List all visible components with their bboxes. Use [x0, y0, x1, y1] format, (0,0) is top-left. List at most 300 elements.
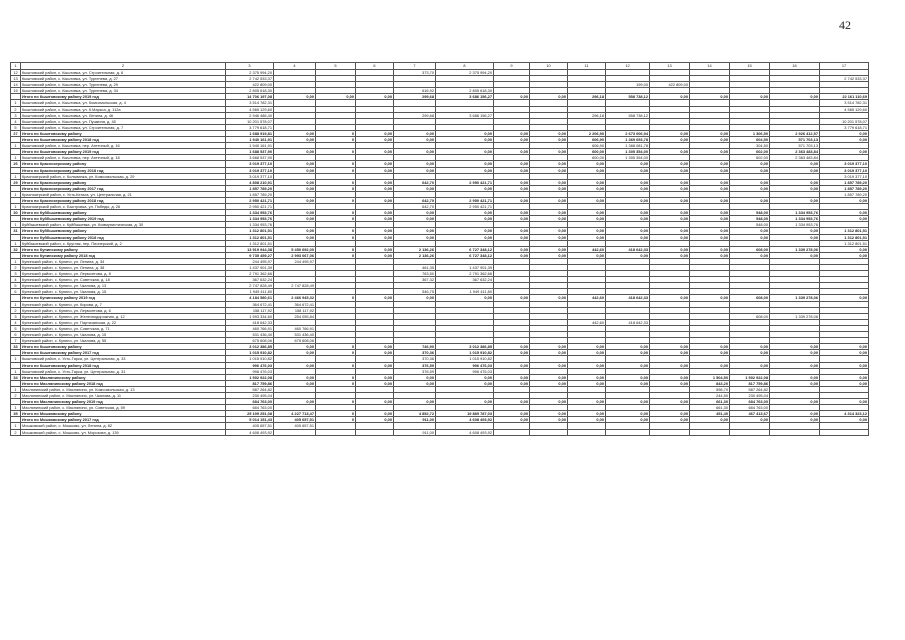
value-cell: 0,00: [820, 210, 869, 216]
value-cell: 0,00: [274, 210, 316, 216]
value-cell: 746,90: [394, 344, 436, 350]
row-index-cell: 1: [11, 222, 21, 228]
address-cell: Купинский район, с. Купино, ул. Советская, д. 71: [21, 325, 226, 331]
value-cell: 2 136,26: [394, 252, 436, 258]
value-cell: 0,00: [494, 246, 530, 252]
value-cell: 0,00: [650, 362, 690, 368]
value-cell: 0,00: [730, 362, 770, 368]
address-cell: Кыштовский район, с. Усть-Тарка, ул. Центральная, д. 31: [21, 368, 226, 374]
value-cell: 0,00: [436, 149, 494, 155]
value-cell: 763,50: [394, 271, 436, 277]
value-cell: 0: [316, 210, 356, 216]
value-cell: 602,00: [730, 149, 770, 155]
value-cell: 0,00: [650, 399, 690, 405]
value-cell: 1 949 411,80: [436, 289, 494, 295]
value-cell: 3 514 782,31: [226, 100, 274, 106]
row-index-cell: 30: [11, 210, 21, 216]
value-cell: 0: [316, 399, 356, 405]
value-cell: 1 312 801,51: [226, 234, 274, 240]
value-cell: 0,00: [356, 179, 394, 185]
value-cell: 0,00: [356, 185, 394, 191]
value-cell: 0,00: [394, 295, 436, 301]
value-cell: [530, 429, 568, 435]
value-cell: 0,00: [436, 380, 494, 386]
value-cell: 0,00: [530, 411, 568, 417]
value-cell: 0,00: [568, 234, 606, 240]
value-cell: 0,00: [690, 417, 730, 423]
value-cell: 0,00: [606, 344, 650, 350]
value-cell: 0,00: [690, 295, 730, 301]
value-cell: 0: [316, 252, 356, 258]
value-cell: 0,00: [494, 350, 530, 356]
value-cell: 0,00: [770, 197, 820, 203]
value-cell: 0,00: [770, 234, 820, 240]
value-cell: 0,00: [690, 167, 730, 173]
value-cell: 422 809,00: [226, 82, 274, 88]
address-cell: Итого по Купинскому району: [21, 246, 226, 252]
column-header: 4: [274, 63, 316, 70]
value-cell: 442,60: [568, 319, 606, 325]
value-cell: 0,00: [770, 228, 820, 234]
value-cell: 296,18: [568, 94, 606, 100]
value-cell: 467 413,67: [730, 411, 770, 417]
value-cell: [730, 429, 770, 435]
value-cell: 1 312 801,51: [820, 234, 869, 240]
value-cell: 0,00: [530, 149, 568, 155]
address-cell: Итого по Мошковскому району: [21, 411, 226, 417]
value-cell: 2 363 483,84: [770, 149, 820, 155]
row-index-cell: 2: [11, 106, 21, 112]
row-index-cell: 2: [11, 307, 21, 313]
page-number: 42: [839, 18, 851, 32]
value-cell: 0,00: [690, 185, 730, 191]
value-cell: 0,00: [730, 179, 770, 185]
value-cell: 0,00: [530, 234, 568, 240]
value-cell: 0,00: [690, 179, 730, 185]
value-cell: 1 339 278,06: [770, 295, 820, 301]
value-cell: 3 012 386,85: [436, 344, 494, 350]
value-cell: 1 334 953,76: [226, 210, 274, 216]
value-cell: 0,00: [820, 216, 869, 222]
address-cell: Кыштовский район, с. Кыштовка, ул. Тургенева, д. 29: [21, 82, 226, 88]
value-cell: 4 852,72: [394, 411, 436, 417]
value-cell: 558 738,12: [606, 112, 650, 118]
value-cell: 0,00: [394, 185, 436, 191]
value-cell: 587 264,82: [226, 386, 274, 392]
value-cell: 2 805 618,30: [436, 88, 494, 94]
address-cell: Итого по Куйбышевскому району: [21, 210, 226, 216]
value-cell: 0,00: [494, 374, 530, 380]
row-index-cell: 12: [11, 70, 21, 76]
value-cell: 1 857 789,20: [820, 191, 869, 197]
row-index-cell: 4: [11, 277, 21, 283]
value-cell: 0,00: [494, 149, 530, 155]
value-cell: 600,00: [568, 149, 606, 155]
value-cell: 0,00: [730, 234, 770, 240]
address-cell: Купинский район, с. Купино, ул. Чкалова, д. 15: [21, 332, 226, 338]
value-cell: 4 565 129,60: [226, 106, 274, 112]
row-index-cell: 1: [11, 301, 21, 307]
value-cell: 1 857 789,20: [820, 185, 869, 191]
row-index-cell: 31: [11, 228, 21, 234]
value-cell: 661,30: [690, 405, 730, 411]
row-index-cell: 1: [11, 423, 21, 429]
value-cell: 0,00: [530, 374, 568, 380]
value-cell: 684 763,00: [226, 405, 274, 411]
value-cell: 0,00: [770, 399, 820, 405]
row-index-cell: 1: [11, 100, 21, 106]
value-cell: 230 495,04: [730, 392, 770, 398]
row-index-cell: 1: [11, 155, 21, 161]
value-cell: 2 950 421,71: [226, 204, 274, 210]
value-cell: 0,00: [606, 179, 650, 185]
value-cell: 0,00: [494, 161, 530, 167]
value-cell: 1 593 334,60: [226, 313, 274, 319]
row-index-cell: 2: [11, 265, 21, 271]
value-cell: 9 735 459,27: [226, 252, 274, 258]
value-cell: 0,00: [606, 210, 650, 216]
value-cell: 0,00: [356, 137, 394, 143]
value-cell: 364 672,41: [274, 301, 316, 307]
address-cell: Итого по Кыштовскому району 2017 год: [21, 350, 226, 356]
value-cell: 0,00: [494, 234, 530, 240]
value-cell: 1 688 919,81: [226, 130, 274, 136]
value-cell: 0,00: [436, 185, 494, 191]
value-cell: 22 161 110,69: [820, 94, 869, 100]
value-cell: 254 055,84: [274, 313, 316, 319]
value-cell: 0,00: [650, 197, 690, 203]
row-index-cell: 1: [11, 204, 21, 210]
value-cell: 0,00: [394, 374, 436, 380]
value-cell: 442,60: [568, 246, 606, 252]
value-cell: 0,00: [606, 228, 650, 234]
value-cell: 0,00: [530, 167, 568, 173]
value-cell: 996 476,03: [226, 362, 274, 368]
address-cell: Мошковский район, с. Мошково, ул. Ленина, д. 82: [21, 423, 226, 429]
value-cell: 1 015 910,82: [226, 350, 274, 356]
value-cell: 1 015 910,82: [436, 350, 494, 356]
value-cell: 4 608 493,92: [436, 429, 494, 435]
value-cell: 461,35: [394, 265, 436, 271]
value-cell: 0,00: [770, 411, 820, 417]
value-cell: 1 312 801,51: [226, 240, 274, 246]
value-cell: 0,00: [690, 94, 730, 100]
value-cell: 0,00: [274, 344, 316, 350]
value-cell: 3 019 377,10: [820, 167, 869, 173]
address-cell: Итого по Кыштовскому району 2018 год: [21, 362, 226, 368]
value-cell: 2 950 421,71: [436, 197, 494, 203]
address-cell: Краснозерский район, с. Усть-Кеньга, ул. Центральная, д. 21: [21, 191, 226, 197]
value-cell: 0,00: [356, 362, 394, 368]
value-cell: 0,00: [650, 161, 690, 167]
row-index-cell: 32: [11, 246, 21, 252]
value-cell: 0,00: [356, 234, 394, 240]
value-cell: 0,00: [770, 350, 820, 356]
row-index-cell: 5: [11, 124, 21, 130]
value-cell: 0,00: [356, 210, 394, 216]
value-cell: 1 688 537,90: [226, 149, 274, 155]
value-cell: 661,30: [690, 399, 730, 405]
value-cell: 675 608,06: [274, 338, 316, 344]
value-cell: 0,00: [568, 216, 606, 222]
address-cell: Краснозерский район, с. Колыванка, ул. Комсомольская, д. 29: [21, 173, 226, 179]
value-cell: 2 747 828,49: [274, 283, 316, 289]
value-cell: 0,00: [650, 210, 690, 216]
address-cell: Кыштовский район, с. Кыштовка, ул. Комсомольская, д. 4: [21, 100, 226, 106]
value-cell: 0,00: [730, 344, 770, 350]
address-cell: Купинский район, с. Купино, ул. Чкалова, д. 55: [21, 338, 226, 344]
value-cell: 0,00: [690, 350, 730, 356]
value-cell: 364 672,41: [226, 301, 274, 307]
value-cell: 0,00: [530, 350, 568, 356]
value-cell: 0: [316, 417, 356, 423]
value-cell: 1 312 801,51: [820, 228, 869, 234]
value-cell: 4 608 493,92: [436, 417, 494, 423]
value-cell: 1 857 789,20: [820, 179, 869, 185]
value-cell: 1 334 953,76: [226, 222, 274, 228]
value-cell: 299,68: [394, 112, 436, 118]
value-cell: 0,00: [394, 399, 436, 405]
address-cell: Мошковский район, с. Мошково, ул. Морозова, д. 139: [21, 429, 226, 435]
value-cell: 0,00: [274, 94, 316, 100]
value-cell: 4 184 580,61: [226, 295, 274, 301]
value-cell: 2 950 421,71: [226, 197, 274, 203]
value-cell: 0: [316, 380, 356, 386]
value-cell: 616,92: [394, 88, 436, 94]
value-cell: 1 334 953,76: [770, 216, 820, 222]
value-cell: 2 805 618,30: [226, 88, 274, 94]
table-row: [11, 429, 869, 435]
value-cell: 817 759,86: [730, 380, 770, 386]
value-cell: 0,00: [494, 344, 530, 350]
value-cell: [650, 429, 690, 435]
value-cell: 0,00: [568, 228, 606, 234]
address-cell: Итого по Краснозерскому району 2018 год: [21, 197, 226, 203]
address-cell: Кыштовский район, с. Кыштовка, ул. Ленина, д. 46: [21, 112, 226, 118]
value-cell: 0,00: [494, 210, 530, 216]
address-cell: Итого по Маслянинскому району 2019 год: [21, 399, 226, 405]
value-cell: 1 940 161,91: [226, 137, 274, 143]
value-cell: 0,00: [650, 350, 690, 356]
value-cell: 0,00: [650, 246, 690, 252]
value-cell: 0,00: [494, 417, 530, 423]
row-index-cell: 27: [11, 130, 21, 136]
address-cell: Кыштовский район, с. Кыштовка, ул. Пушкина, д. 45: [21, 118, 226, 124]
value-cell: 4 808 210,91: [226, 179, 274, 185]
value-cell: 4 565 129,60: [820, 106, 869, 112]
address-cell: Купинский район, с. Купино, ул. Партизанская, д. 22: [21, 319, 226, 325]
value-cell: 0,00: [568, 350, 606, 356]
value-cell: 1 015 910,82: [436, 356, 494, 362]
value-cell: 0,00: [690, 216, 730, 222]
value-cell: 0,00: [820, 350, 869, 356]
value-cell: 0,00: [530, 417, 568, 423]
column-header: 17: [820, 63, 869, 70]
value-cell: 0,00: [494, 216, 530, 222]
value-cell: 0,00: [690, 234, 730, 240]
address-cell: Кыштовский район, с. Кыштовка, ул. Тургенева, д. 34: [21, 88, 226, 94]
value-cell: 0,00: [606, 252, 650, 258]
value-cell: 0,00: [820, 130, 869, 136]
value-cell: 0,00: [394, 228, 436, 234]
row-index-cell: 3: [11, 313, 21, 319]
value-cell: 367 632,24: [436, 277, 494, 283]
value-cell: 0,00: [730, 252, 770, 258]
value-cell: 0,00: [606, 411, 650, 417]
value-cell: 0,00: [316, 94, 356, 100]
value-cell: 0,00: [274, 228, 316, 234]
value-cell: 3 686 156,27: [436, 94, 494, 100]
value-cell: 0,00: [820, 344, 869, 350]
value-cell: 1 312 801,51: [820, 240, 869, 246]
value-cell: 0,00: [494, 411, 530, 417]
budget-table: [10, 62, 869, 436]
value-cell: 0,00: [274, 380, 316, 386]
value-cell: 0,00: [690, 137, 730, 143]
value-cell: 0: [316, 185, 356, 191]
value-cell: 0,00: [650, 417, 690, 423]
value-cell: 0,00: [274, 216, 316, 222]
value-cell: 0,00: [274, 185, 316, 191]
value-cell: 0,00: [690, 197, 730, 203]
value-cell: 0: [316, 149, 356, 155]
value-cell: 0,00: [274, 167, 316, 173]
value-cell: 2 673 006,94: [606, 130, 650, 136]
value-cell: 0,00: [690, 252, 730, 258]
value-cell: 0,00: [530, 228, 568, 234]
column-header: 14: [690, 63, 730, 70]
address-cell: Купинский район, с. Купино, ул. Ленина, д. 38: [21, 265, 226, 271]
value-cell: 0,00: [770, 94, 820, 100]
value-cell: 571 703,13: [770, 137, 820, 143]
column-header: 1: [11, 63, 21, 70]
value-cell: 0: [316, 234, 356, 240]
row-index-cell: 1: [11, 240, 21, 246]
value-cell: 2 466 945,32: [274, 295, 316, 301]
value-cell: 0,00: [650, 167, 690, 173]
value-cell: 0,00: [494, 380, 530, 386]
value-cell: 0,00: [606, 374, 650, 380]
column-header: 5: [316, 63, 356, 70]
value-cell: 0,00: [650, 252, 690, 258]
value-cell: 418 642,33: [606, 295, 650, 301]
value-cell: [820, 429, 869, 435]
value-cell: 0,00: [394, 216, 436, 222]
value-cell: 0,00: [274, 374, 316, 380]
value-cell: 0,00: [820, 137, 869, 143]
value-cell: 0,00: [436, 161, 494, 167]
row-index-cell: 29: [11, 179, 21, 185]
value-cell: 0: [316, 350, 356, 356]
row-index-cell: 1: [11, 368, 21, 374]
value-cell: 376,59: [394, 368, 436, 374]
value-cell: 0,00: [356, 344, 394, 350]
value-cell: 0,00: [530, 380, 568, 386]
value-cell: 0: [316, 161, 356, 167]
value-cell: 642,70: [394, 204, 436, 210]
address-cell: Купинский район, с. Купино, ул. Кирова, д. 7: [21, 301, 226, 307]
value-cell: 405 657,51: [226, 423, 274, 429]
column-header: 15: [730, 63, 770, 70]
value-cell: 3 779 618,71: [226, 124, 274, 130]
value-cell: 0,00: [770, 179, 820, 185]
value-cell: 10 201 578,07: [226, 118, 274, 124]
value-cell: 0,00: [436, 234, 494, 240]
value-cell: 0,00: [606, 417, 650, 423]
value-cell: 0,00: [606, 362, 650, 368]
value-cell: 0,00: [770, 380, 820, 386]
value-cell: 0,00: [530, 399, 568, 405]
row-index-cell: 1: [11, 356, 21, 362]
value-cell: 0,00: [530, 246, 568, 252]
value-cell: 0,00: [690, 246, 730, 252]
value-cell: 370,36: [394, 350, 436, 356]
value-cell: 0,00: [820, 252, 869, 258]
value-cell: 0,00: [394, 380, 436, 386]
value-cell: 0,00: [568, 374, 606, 380]
value-cell: 376,59: [394, 362, 436, 368]
value-cell: 2 206,90: [568, 130, 606, 136]
value-cell: 0,00: [274, 350, 316, 356]
value-cell: 0,00: [274, 137, 316, 143]
value-cell: 0: [316, 197, 356, 203]
value-cell: 158 117,92: [274, 307, 316, 313]
value-cell: 0: [316, 167, 356, 173]
value-cell: 0: [316, 295, 356, 301]
value-cell: 0,00: [494, 94, 530, 100]
value-cell: 0,00: [770, 252, 820, 258]
column-header: 8: [436, 63, 494, 70]
value-cell: 0,00: [606, 234, 650, 240]
value-cell: 598,70: [690, 386, 730, 392]
value-cell: 0,00: [650, 130, 690, 136]
value-cell: 0,00: [436, 228, 494, 234]
value-cell: 996 476,03: [436, 368, 494, 374]
value-cell: 1 502 922,08: [226, 374, 274, 380]
value-cell: 0,00: [650, 185, 690, 191]
value-cell: 0,00: [494, 137, 530, 143]
value-cell: 0,00: [356, 411, 394, 417]
column-header: 3: [226, 63, 274, 70]
address-cell: Итого по Краснозерскому району: [21, 161, 226, 167]
value-cell: 602,00: [730, 155, 770, 161]
value-cell: 0,00: [530, 179, 568, 185]
address-cell: Кыштовский район, с. Кыштовка, ул. Тургенева, д. 27: [21, 76, 226, 82]
address-cell: Куйбышевский район, с. Кругляк, пер. Пионерский, д. 2: [21, 240, 226, 246]
row-index-cell: 26: [11, 161, 21, 167]
value-cell: 0,00: [690, 362, 730, 368]
value-cell: 548,00: [730, 222, 770, 228]
value-cell: 0,00: [606, 380, 650, 386]
value-cell: 0,00: [770, 167, 820, 173]
value-cell: 0,00: [530, 210, 568, 216]
value-cell: 0,00: [356, 246, 394, 252]
value-cell: 608,00: [730, 295, 770, 301]
value-cell: 0,00: [730, 94, 770, 100]
row-index-cell: 3: [11, 271, 21, 277]
value-cell: 2 950 421,71: [436, 204, 494, 210]
column-header: 12: [606, 63, 650, 70]
value-cell: 1 334 953,76: [770, 210, 820, 216]
value-cell: 0,00: [356, 161, 394, 167]
address-cell: Итого по Куйбышевскому району: [21, 228, 226, 234]
value-cell: 0,00: [650, 234, 690, 240]
address-cell: Итого по Куйбышевскому району 2018 год: [21, 234, 226, 240]
address-cell: Кыштовский район, с. Кыштовка, ул. Строительная, д. 6: [21, 70, 226, 76]
value-cell: 0,00: [650, 216, 690, 222]
address-cell: Итого по Маслянинскому району 2018 год: [21, 380, 226, 386]
row-index-cell: 1: [11, 143, 21, 149]
